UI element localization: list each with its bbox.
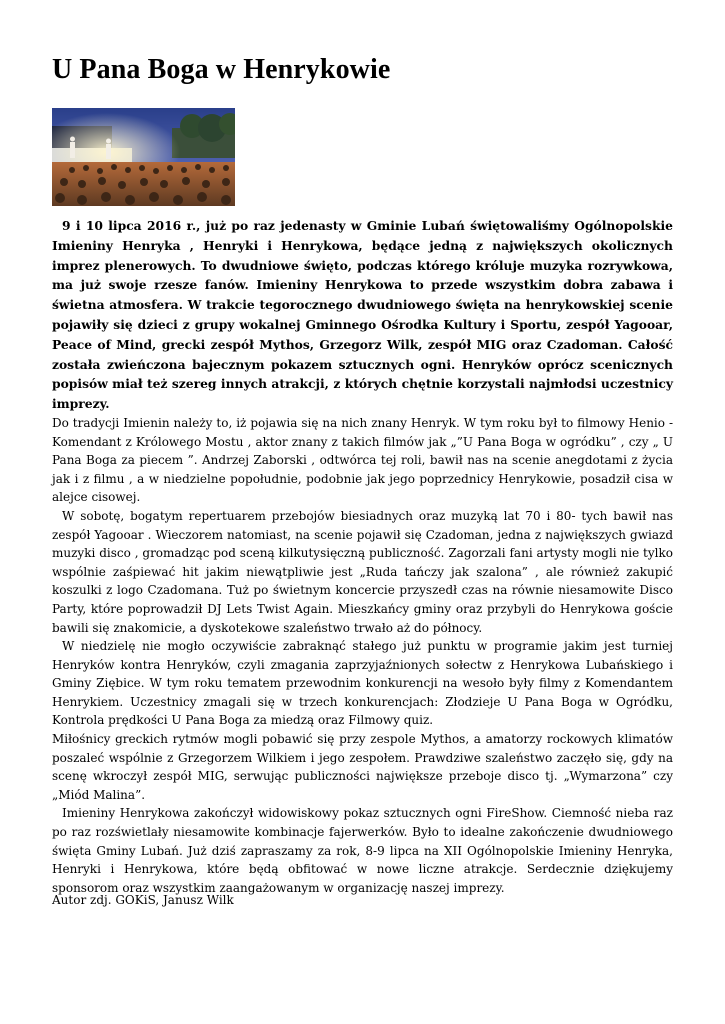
paragraph-finale: Imieniny Henrykowa zakończył widowiskowy pokaz sztucznych ogni FireShow. Ciemność nieba raz po raz rozświetlały niesamowite kombinacje fajerwerków. Było to idealne zakończenie dwudniowego święta Gminy Lubań. Już dziś zapraszamy za rok, 8-9 lipca na XII Ogólnopolskie Imieniny Henryka, Henryki i Henrykowa, które będą obfitować w nowe liczne atrakcje. Serdecznie dziękujemy sponsorom oraz wszystkim zaangażowanym w organizację naszej imprezy. xyxy=(52,806,673,895)
concert-photo xyxy=(52,108,235,206)
article-title: U Pana Boga w Henrykowie xyxy=(52,54,391,85)
paragraph-bands: Miłośnicy greckich rytmów mogli pobawić się przy zespole Mythos, a amatorzy rockowych klimatów poszaleć wspólnie z Grzegorzem Wilkiem i jego zespołem. Prawdziwe szaleństwo zaczęło się, gdy na scenę wkroczył zespół MIG, serwując publiczności największe przeboje disco tj. „Wymarzona” czy „Miód Malina”. xyxy=(52,732,673,802)
paragraph-sunday: W niedzielę nie mogło oczywiście zabraknąć stałego już punktu w programie jakim jest turniej Henryków kontra Henryków, czyli zmagania zaprzyjaźnionych sołectw z Henrykowa Lubańskiego i Gminy Ziębice. W tym roku tematem przewodnim konkurencji na wesoło były filmy z Komendantem Henrykiem. Uczestnicy zmagali się w trzech konkurencjach: Złodzieje U Pana Boga w Ogródku, Kontrola prędkości U Pana Boga za miedzą oraz Filmowy quiz. xyxy=(52,639,673,728)
paragraph-tradition: Do tradycji Imienin należy to, iż pojawia się na nich znany Henryk. W tym roku był to filmowy Henio - Komendant z Królowego Mostu , aktor znany z takich filmów jak „”U Pana Boga w ogródku” , czy „ U Pana Boga za piecem ”. Andrzej Zaborski , odtwórca tej roli, bawił nas na scenie anegdotami z życia jak i z filmu , a w niedzielne popołudnie, podobnie jak jego poprzednicy Henrykowie, posadził cisa w alejce cisowej. xyxy=(52,415,673,505)
photo-credit: Autor zdj. GOKiS, Janusz Wilk xyxy=(52,893,234,907)
paragraph-saturday: W sobotę, bogatym repertuarem przebojów biesiadnych oraz muzyką lat 70 i 80- tych bawił nas zespół Yagooar . Wieczorem natomiast, na scenie pojawił się Czadoman, jedna z największych gwiazd muzyki disco , gromadząc pod sceną kilkutysięczną publiczność. Zagorzali fani artysty mogli nie tylko wspólnie zaśpiewać hit jakim niewątpliwie jest „Ruda tańczy jak szalona” , ale również zakupić koszulki z logo Czadomana. Tuż po świetnym koncercie przyszedł czas na równie niesamowite Disco Party, które poprowadził DJ Lets Twist Again. Mieszkańcy gminy oraz przybyli do Henrykowa goście bawili się znakomicie, a dyskotekowe szaleństwo trwało aż do północy. xyxy=(52,508,673,635)
article-lead: 9 i 10 lipca 2016 r., już po raz jedenasty w Gminie Lubań świętowaliśmy Ogólnopolskie Imieniny Henryka , Henryki i Henrykowa, będące jedną z największych okolicznych imprez plenerowych. To dwudniowe święto, podczas którego króluje muzyka rozrywkowa, ma już swoje rzesze fanów. Imieniny Henrykowa to przede wszystkim dobra zabawa i świetna atmosfera. W trakcie tegorocznego dwudniowego święta na henrykowskiej scenie pojawiły się dzieci z grupy wokalnej Gminnego Ośrodka Kultury i Sportu, zespół Yagooar, Peace of Mind, grecki zespół Mythos, Grzegorz Wilk, zespół MIG oraz Czadoman. Całość została zwieńczona bajecznym pokazem sztucznych ogni. Henryków oprócz scenicznych popisów miał też szereg innych atrakcji, z których chętnie korzystali najmłodsi uczestnicy imprezy. xyxy=(52,218,673,412)
article xyxy=(52,50,673,897)
